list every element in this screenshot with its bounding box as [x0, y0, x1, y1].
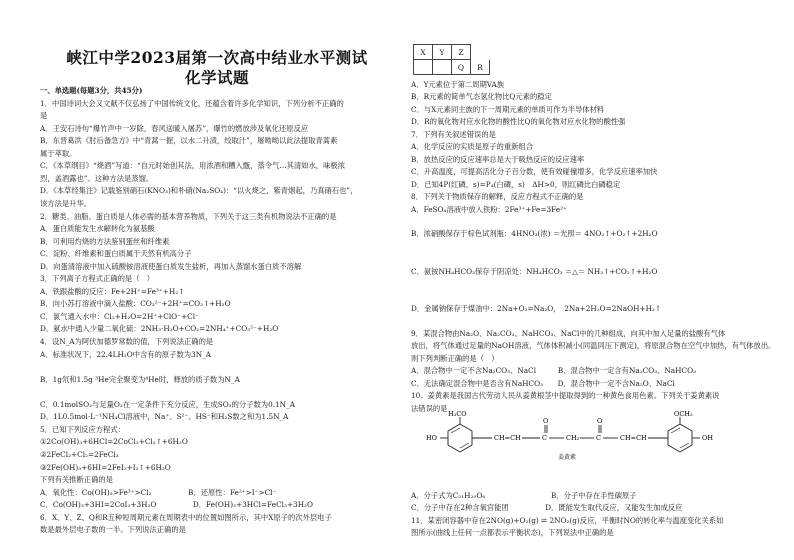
text-line: D．氨水中通入少量二氧化硫：2NH₃·H₂O+CO₂=2NH₄⁺+CO₃²⁻+H₂O [40, 324, 279, 334]
text-line: 放出，将气体通过足量的NaOH溶液，气体体积减小(同温同压下测定)，将原混合物在空气中加热，有气体放出。 [411, 341, 776, 351]
text-line: 4．设N_A为阿伏加德罗常数的值，下列说法正确的是 [40, 337, 214, 346]
grid-cell [433, 60, 452, 75]
text-line: 图所示(曲线上任何一点都表示平衡状态)，下列说法中正确的是 [411, 528, 614, 538]
grid-cell: X [414, 45, 433, 60]
grid-cell: R [471, 60, 490, 75]
text-line: B．可利用灼烧的方法鉴别蛋丝和纤维素 [40, 236, 170, 246]
text-line: 2．糖类、油脂、蛋白质是人体必需的基本营养物质，下列关于这三类有机物说法不正确的是 [40, 211, 337, 221]
text-line: C．Co(OH)₃+3HI=2CoI₂+3H₂O D．Fe(OH)₃+3HCl=FeCl₃+3H₂O [40, 500, 313, 510]
curcumin-structure [418, 409, 758, 461]
text-line: C．与X元素同主族的下一周期元素的单质可作为半导体材料 [411, 104, 605, 114]
text-line: 9．某混合物由Na₂O、Na₂CO₃、NaHCO₃、NaCl中的几种组成，向其中加入足量的盐酸有气体 [411, 329, 726, 338]
text-line: 一、单选题(每题3分，共45分) [40, 86, 143, 95]
text-line: 是 [40, 111, 48, 121]
text-line: D．《本草经集注》记载鉴别硝石(KNO₃)和朴硝(Na₂SO₄)：“以火烧之，紫青烟起，乃真硝石也”， [40, 186, 358, 196]
text-line: 属于萃取。 [40, 148, 77, 158]
text-line: A．FeSO₄溶液中放入铁粉：2Fe³⁺+Fe=3Fe²⁺ [411, 204, 567, 214]
text-line: 数是最外层电子数的一半。下列说法正确的是 [40, 525, 186, 535]
text-line: 则下列判断正确的是（ ） [411, 353, 499, 363]
text-line: A．Y元素位于第二周期VA族 [411, 80, 505, 89]
text-line: C．氯气通入水中：Cl₂+H₂O=2H⁺+ClO⁻+Cl⁻ [40, 311, 199, 321]
text-line: A．氧化性：Co(OH)₃>Fe³⁺>Cl₂ B．还原性：Fe²⁺>I⁻>Cl⁻ [40, 487, 277, 497]
text-line: ①2Co(OH)₃+6HCl=2CoCl₂+Cl₂↑+6H₂O [40, 437, 188, 447]
text-line: 下列有关推断正确的是 [40, 475, 113, 485]
grid-cell: Q [452, 60, 471, 75]
text-line: B．东晋葛洪《肘后备急方》中“青蒿一握，以水二升渍，绞取汁”，屠呦呦以此法提取青蒿素 [40, 136, 338, 146]
exam-title: 峡江中学2023届第一次高中结业水平测试 [66, 48, 368, 67]
text-line: C．分子中存在2种含氧官能团 D．既能发生取代反应，又能发生加成反应 [411, 503, 683, 513]
text-line: D．已知4P(红磷，s)=P₄(白磷，s) ΔH>0，则红磷比白磷稳定 [411, 179, 621, 189]
text-line: C．无法确定混合物中是否含有NaHCO₃ D．混合物中一定不含Na₂O、NaCl [411, 378, 675, 388]
svg-text:CH₂: CH₂ [566, 434, 580, 442]
text-line: C．氨铵NH₄HCO₃保存于阴凉处：NH₄HCO₃ ＝△＝ NH₃↑+CO₂↑+H₂O [411, 266, 658, 276]
right-hydroxyl: OH [702, 434, 713, 442]
molecule-label: 姜黄素 [558, 454, 577, 461]
left-hydroxyl: HO [426, 434, 437, 442]
svg-text:CH=CH: CH=CH [494, 434, 521, 442]
text-line: B．1g氘和1.5g ³He完全聚变为⁴He时，释放的质子数为N_A [40, 374, 240, 384]
text-line: 5．已知下列反应方程式： [40, 424, 125, 434]
text-line: 11．某密闭容器中存在2NO(g)+O₂(g) ⇌ 2NO₂(g)反应，平衡时NO的转化率与温度变化关系如 [411, 515, 724, 525]
svg-text:O: O [543, 417, 549, 425]
text-line: C．《本草纲目》“烧酒”写道：“自元时始创其法，用浓酒和糟入甑，蒸令气…其清如水，味极浓 [40, 161, 345, 171]
text-line: A．标准状况下，22.4LH₂O中含有的原子数为3N_A [40, 349, 212, 359]
text-line: D．向蛋清溶液中加入硫酸铵溶液使蛋白质发生盐析，再加入蒸馏水蛋白质不溶解 [40, 261, 302, 271]
grid-cell: Z [452, 45, 471, 60]
text-line: ③2Fe(OH)₃+6HI=2FeI₂+I₂↑+6H₂O [40, 462, 171, 472]
text-line: D．R的氧化物对应水化物的酸性比Q的氧化物对应水化物的酸性强 [411, 117, 626, 127]
text-line: B．向小苏打溶液中滴入盐酸：CO₃²⁻+2H⁺=CO₂↑+H₂O [40, 299, 231, 309]
text-line: B．R元素的简单气态氢化物比Q元素的稳定 [411, 92, 552, 102]
text-line: ②2FeCl₂+Cl₂=2FeCl₃ [40, 449, 119, 459]
text-line: 法错误的是 [411, 403, 448, 413]
text-line: 该方法是升华。 [40, 198, 92, 208]
left-methoxy: H₃CO [448, 410, 467, 418]
exam-subtitle: 化学试题 [184, 68, 249, 87]
text-line: B．放热反应的反应速率总是大于吸热反应的反应速率 [411, 154, 585, 164]
text-line: 7．下列有关叙述错误的是 [411, 129, 496, 139]
text-line: A．王安石诗句“爆竹声中一岁除，春风送暖入屠苏”，爆竹的燃放涉及氧化还原反应 [40, 123, 309, 133]
grid-cell [471, 45, 490, 60]
text-line: 6．X、Y、Z、Q和R五种短周期元素在周期表中的位置如图所示，其中X原子的次外层电子 [40, 512, 332, 522]
text-line: B．浓硝酸保存于棕色试剂瓶：4HNO₃(浓) ＝光照＝ 4NO₂↑+O₂↑+2H₂O [411, 229, 658, 239]
text-line: 3．下列离子方程式正确的是（ ） [40, 274, 155, 284]
svg-text:CH=CH: CH=CH [620, 434, 647, 442]
svg-text:C: C [542, 434, 547, 442]
text-line: A．化学反应的实质是原子的重新组合 [411, 142, 534, 152]
svg-text:O: O [597, 417, 603, 425]
grid-cell [414, 60, 433, 75]
text-line: A．混合物中一定不含Na₂CO₃、NaCl B．混合物中一定含有Na₂CO₃、NaHCO₃ [411, 366, 697, 376]
svg-text:C: C [596, 434, 601, 442]
text-line: 1．中国诗词大会又文献不仅弘扬了中国传统文化，还蕴含着许多化学知识，下列分析不正确的 [40, 98, 344, 108]
text-line: 烈，盖酒露也”。这种方法是蒸馏。 [40, 173, 154, 183]
text-line: C．升高温度，可提高活化分子百分数，使有效碰撞增多，化学反应速率加快 [411, 167, 658, 177]
text-line: A．铁跟盐酸的反应：Fe+2H⁺=Fe³⁺+H₂↑ [40, 286, 185, 296]
text-line: 10．姜黄素是我国古代劳动人民从姜黄根茎中提取得到的一种黄色食用色素。下列关于姜黄素说 [411, 391, 720, 401]
periodic-table-fragment [413, 44, 490, 75]
right-methoxy: OCH₃ [674, 410, 693, 418]
text-line: C．0.1molSO₂与足量O₂在一定条件下充分反应，生成SO₃的分子数为0.1N_A [40, 399, 295, 409]
text-line: C．淀粉、纤维素和蛋白质属于天然有机高分子 [40, 249, 192, 259]
text-line: A．分子式为C₂₁H₂₀O₆ B．分子中存在手性碳原子 [411, 490, 637, 500]
grid-cell: Y [433, 45, 452, 60]
text-line: A．蛋白质能发生水解转化为氨基酸 [40, 224, 155, 234]
text-line: 8．下列关于物质保存的解释，反应方程式不正确的是 [411, 192, 584, 202]
text-line: D．金属钠保存于煤油中：2Na+O₂=Na₂O， 2Na+2H₂O=2NaOH+H₂↑ [411, 304, 661, 314]
text-line: D．1L0.5mol·L⁻¹NH₄Cl溶液中，Na⁺、S²⁻、HS⁻和H₂S数之和为1.5N_A [40, 412, 289, 422]
